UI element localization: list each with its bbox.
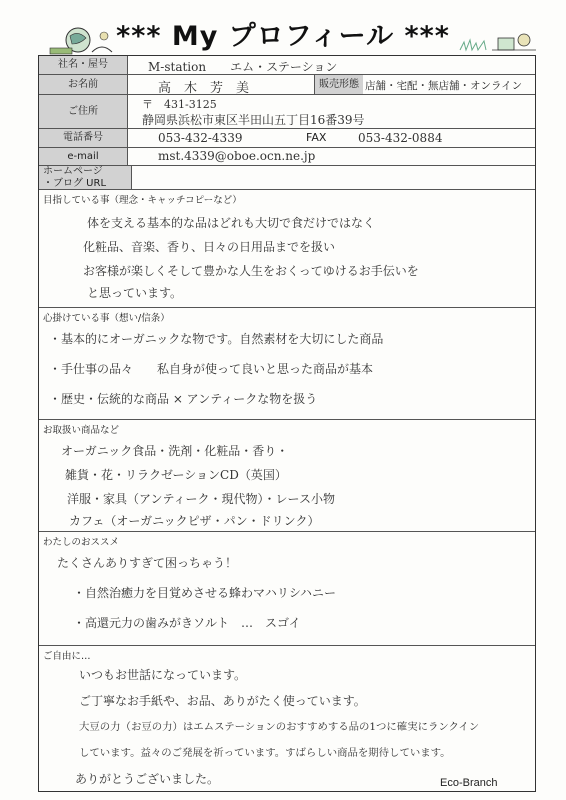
name-label: お名前 [39, 75, 128, 94]
grass-doodle-icon [458, 30, 538, 52]
phone-label: 電話番号 [39, 129, 128, 147]
address-label: ご住所 [39, 95, 128, 128]
free-line: ご丁寧なお手紙や、お品、ありがたく使っています。 [79, 694, 366, 708]
products-heading: お取扱い商品など [43, 425, 120, 436]
footer-brand: Eco-Branch [440, 777, 498, 789]
fax-label: FAX [306, 131, 327, 144]
recommend-line: ・高還元力の歯みがきソルト … スゴイ [73, 616, 301, 630]
products-line: 雑貨・花・リラクゼーションCD（英国） [65, 468, 287, 482]
sales-label: 販売形態 [315, 75, 363, 94]
free-line: いつもお世話になっています。 [79, 668, 247, 682]
mind-heading: 心掛けている事（想い/信条） [43, 313, 170, 324]
free-line: 大豆の力（お豆の力）はエムステーションのおすすめする品の1つに確実にランクイン [79, 721, 480, 733]
mind-line: ・歴史・伝統的な商品 × アンティークな物を扱う [49, 392, 318, 406]
name-row [39, 75, 535, 95]
homepage-label [39, 166, 132, 189]
homepage-label-line2: ・ブログ URL [43, 177, 107, 189]
email-row [39, 148, 535, 166]
profile-form [38, 55, 536, 792]
homepage-value [132, 166, 535, 189]
email-label: e-mail [39, 148, 128, 165]
products-line: オーガニック食品・洗剤・化粧品・香り・ [61, 444, 289, 458]
aim-heading: 目指している事（理念・キャッチコピーなど） [43, 195, 242, 206]
sales-value: 店舗・宅配・無店舗・オンライン [365, 80, 523, 92]
name-value: 高 木 芳 美 [158, 81, 250, 96]
aim-line: 体を支える基本的な品はどれも大切で食だけではなく [87, 216, 376, 230]
company-row [39, 56, 535, 75]
email-value: mst.4339@oboe.ocn.ne.jp [158, 149, 316, 163]
postal-code: 〒 431-3125 [142, 98, 217, 111]
phone-row [39, 129, 535, 148]
recommend-line: たくさんありすぎて困っちゃう！ [57, 556, 238, 570]
globe-doodle-icon [48, 22, 116, 56]
homepage-row [39, 166, 535, 190]
company-label: 社名・屋号 [39, 56, 128, 74]
aim-line: 化粧品、音楽、香り、日々の日用品までを扱い [83, 240, 336, 254]
free-line: しています。益々のご発展を祈っています。すばらしい商品を期待しています。 [79, 747, 451, 759]
recommend-heading: わたしのおススメ [43, 537, 120, 548]
products-section [39, 420, 535, 532]
mind-line: ・手仕事の品々 私自身が使って良いと思った商品が基本 [49, 362, 374, 376]
recommend-line: ・自然治癒力を目覚めさせる蜂わマハリシハニー [73, 586, 337, 600]
recommend-section [39, 532, 535, 646]
phone-value: 053-432-4339 [158, 131, 243, 145]
address-value: 静岡県浜松市東区半田山五丁目16番39号 [142, 113, 365, 127]
homepage-label-line1: ホームページ [43, 165, 103, 177]
fax-value: 053-432-0884 [358, 131, 443, 145]
mind-line: ・基本的にオーガニックな物です。自然素材を大切にした商品 [49, 332, 384, 346]
mind-section [39, 308, 535, 420]
aim-line: と思っています。 [87, 286, 183, 300]
aim-section [39, 190, 535, 308]
products-line: カフェ（オーガニックピザ・パン・ドリンク） [69, 514, 320, 528]
page-title: *** My プロフィール *** [116, 21, 450, 52]
free-section [39, 646, 535, 791]
address-row [39, 95, 535, 129]
company-value: M-station エム・ステーション [148, 60, 338, 74]
free-heading: ご自由に… [43, 651, 91, 662]
products-line: 洋服・家具（アンティーク・現代物）・レース小物 [67, 492, 335, 506]
aim-line: お客様が楽しくそして豊かな人生をおくってゆけるお手伝いを [83, 264, 419, 278]
free-line: ありがとうございました。 [75, 772, 220, 786]
